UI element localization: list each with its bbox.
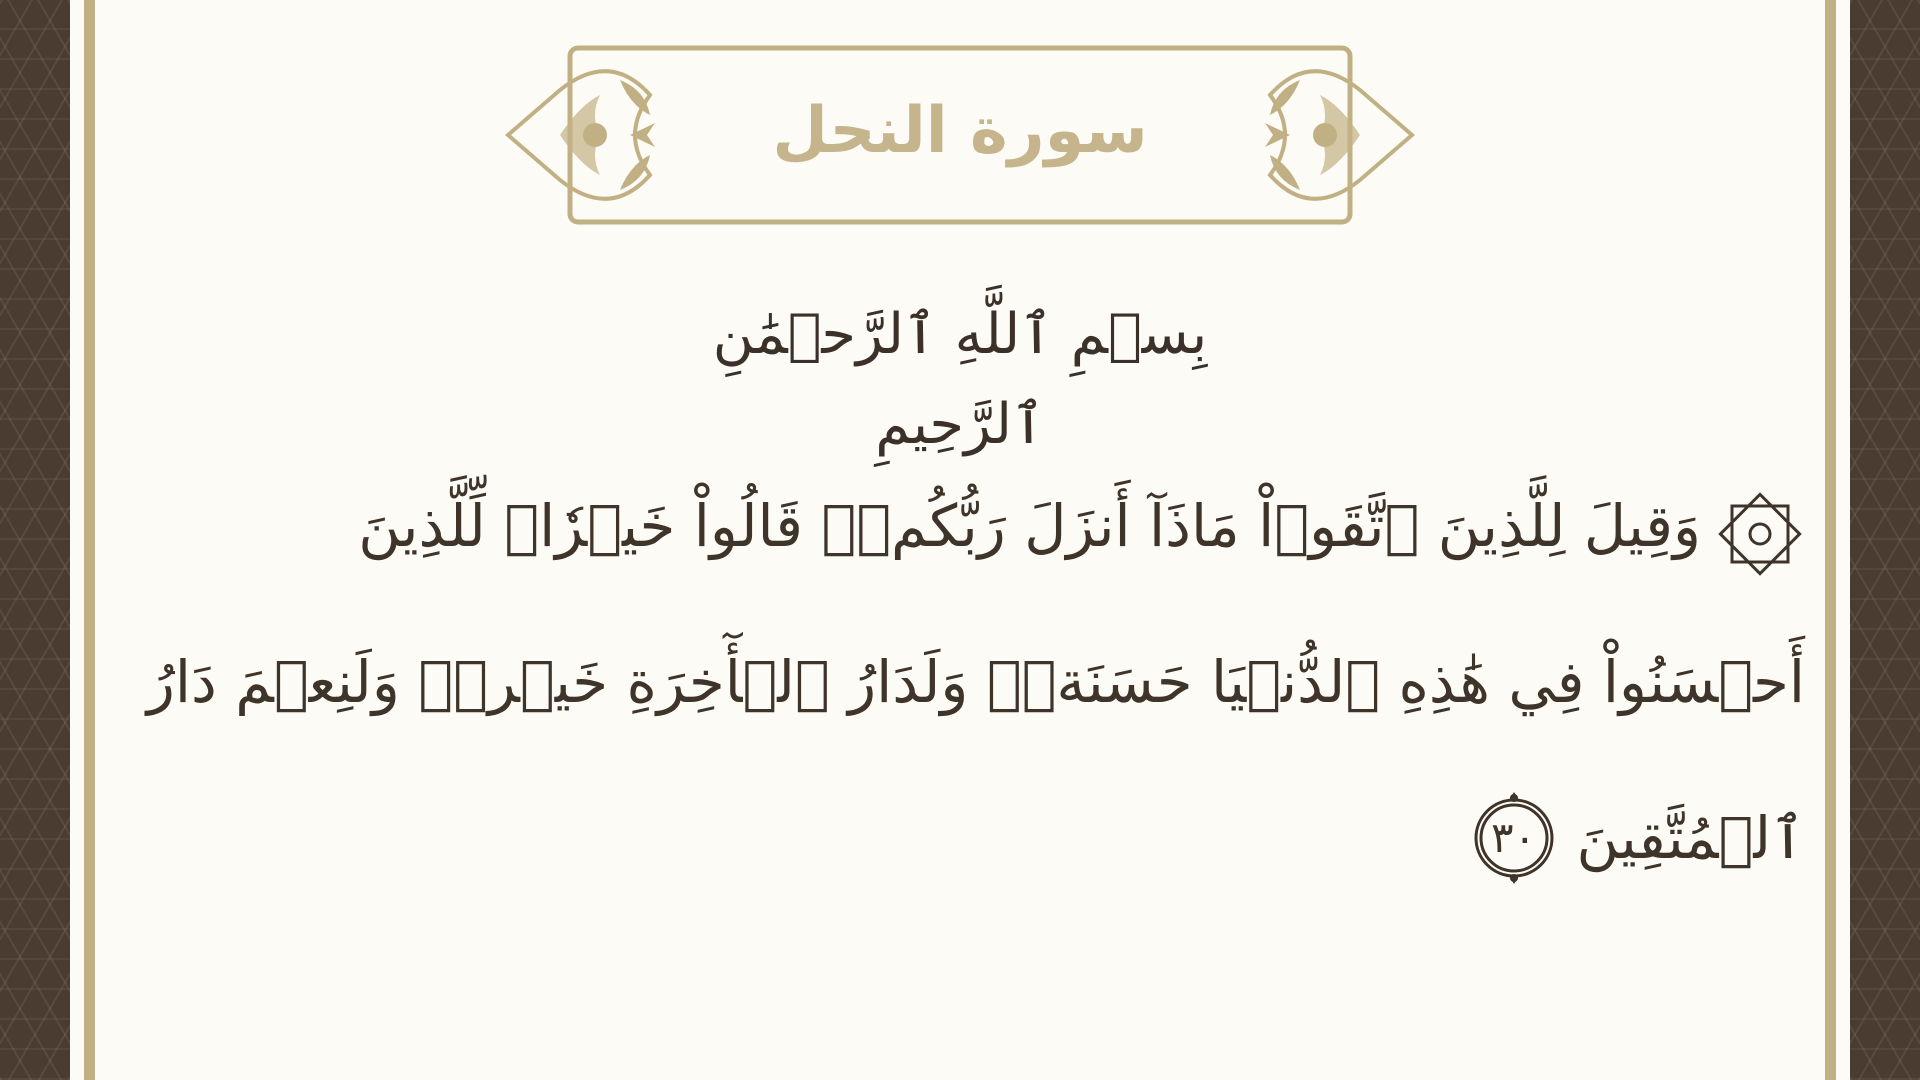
verse-line-3: [300, 756, 1805, 912]
verse-line-2: [146, 600, 1805, 756]
rub-el-hizb-icon: [1715, 481, 1805, 571]
left-gold-rule: [84, 0, 95, 1080]
verse-line-1-text: وَقِيلَ لِلَّذِينَ ٱتَّقَوۡاْ مَاذَآ أَنزَلَ رَبُّكُمۡۚ قَالُواْ خَيۡرٗاۗ لِّلَّذِينَ: [358, 491, 1701, 560]
verse-text: [146, 491, 1805, 912]
verse-line-1: [300, 444, 1805, 600]
surah-title: سورة النحل: [772, 94, 1148, 168]
verse-line-3-text: ٱلۡمُتَّقِينَ: [1576, 803, 1805, 872]
left-pattern-border: [0, 0, 70, 1080]
surah-title-frame: [500, 40, 1420, 230]
basmala: بِسۡمِ ٱللَّهِ ٱلرَّحۡمَٰنِ ٱلرَّحِيمِ: [712, 302, 1208, 457]
verse-line-2-text: أَحۡسَنُواْ فِي هَٰذِهِ ٱلدُّنۡيَا حَسَنَةٞۚ وَلَدَارُ ٱلۡأٓخِرَةِ خَيۡرٞۚ وَلَنِعۡمَ دَارُ: [146, 647, 1805, 716]
ayah-number: ٣٠: [1490, 812, 1537, 862]
right-pattern-border: [1850, 0, 1920, 1080]
ayah-end-marker: [1465, 790, 1563, 886]
right-gold-rule: [1825, 0, 1836, 1080]
